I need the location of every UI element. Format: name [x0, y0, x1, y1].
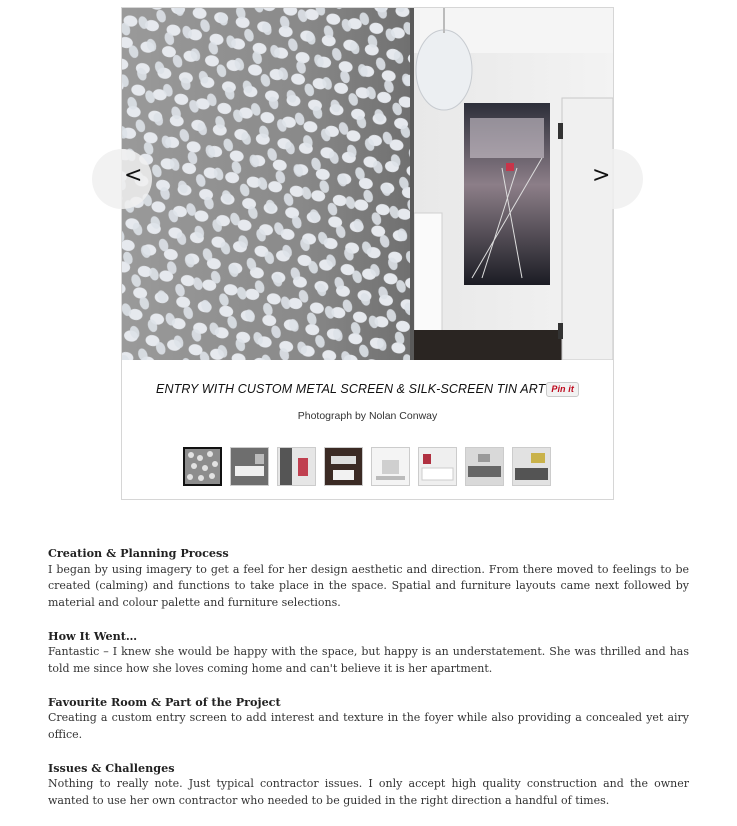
thumbnail-image [513, 448, 550, 485]
photo-caption [122, 382, 613, 397]
photo-caption-text: ENTRY WITH CUSTOM METAL SCREEN & SILK-SCREEN TIN ART [156, 382, 546, 396]
photo-credit: Photograph by Nolan Conway [297, 410, 438, 422]
section-body: Creating a custom entry screen to add interest and texture in the foyer while also providing a concealed yet airy office. [48, 711, 689, 741]
thumbnail-image [325, 448, 362, 485]
section-body: I began by using imagery to get a feel for her design aesthetic and direction. From there moved to feelings to be created (calming) and functions to take place in the space. Spatial and furniture layouts came next followed by material and colour palette and furniture selections. [48, 562, 689, 609]
active-thumbnail-indicator [199, 447, 215, 449]
section-heading: Issues & Challenges [48, 760, 175, 775]
section-heading: Creation & Planning Process [48, 546, 229, 560]
thumbnail-image [185, 449, 220, 484]
article-section [48, 694, 689, 744]
section-body: Nothing to really note. Just typical contractor issues. I only accept high quality construction and the owner wanted to use her own contractor who needed to be guided in the right direction a handful of times. [48, 777, 689, 807]
thumbnail-2[interactable] [230, 447, 269, 486]
thumbnail-image [278, 448, 315, 485]
thumbnail-image [231, 448, 268, 485]
thumbnail-image [372, 448, 409, 485]
gallery-main-photo [122, 8, 613, 360]
pin-it-button[interactable]: Pin it [546, 382, 579, 397]
thumbnail-7[interactable] [465, 447, 504, 486]
chevron-right-icon: > [592, 163, 611, 188]
photo-gallery [121, 7, 614, 500]
section-body: Fantastic – I knew she would be happy with the space, but happy is an understatement. She was thrilled and has told me since how she loves coming home and can't believe it is her apartment. [48, 645, 689, 675]
thumbnail-4[interactable] [324, 447, 363, 486]
chevron-left-icon: < [124, 163, 143, 188]
article-section [48, 545, 689, 611]
gallery-next-button[interactable] [583, 149, 643, 209]
entry-screen-photo [122, 8, 613, 360]
thumbnail-image [466, 448, 503, 485]
article-section [48, 760, 689, 810]
thumbnail-8[interactable] [512, 447, 551, 486]
thumbnail-3[interactable] [277, 447, 316, 486]
thumbnail-6[interactable] [418, 447, 457, 486]
thumbnail-5[interactable] [371, 447, 410, 486]
section-heading: Favourite Room & Part of the Project [48, 694, 281, 709]
thumbnail-image [419, 448, 456, 485]
thumbnail-1[interactable] [183, 447, 222, 486]
article-content [48, 545, 689, 826]
article-section [48, 628, 689, 678]
section-heading: How It Went… [48, 628, 138, 643]
gallery-prev-button[interactable] [92, 149, 152, 209]
